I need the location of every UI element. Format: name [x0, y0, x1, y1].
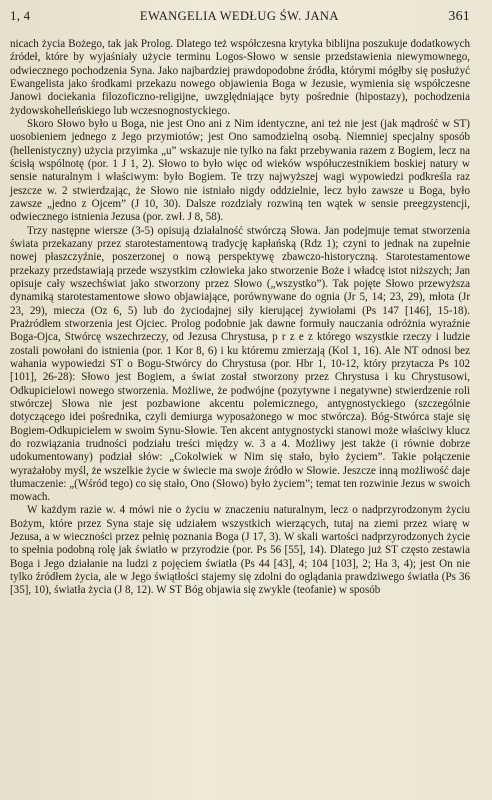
commentary-body: [10, 38, 470, 598]
running-header: [10, 4, 470, 24]
running-title: EWANGELIA WEDŁUG ŚW. JANA: [139, 9, 339, 23]
chapter-reference: 1, 4: [10, 8, 31, 23]
paragraph: Skoro Słowo było u Boga, nie jest Ono ani z Nim identyczne, ani też nie jest (jak mądrość w ST) uosobieniem jednego z Jego przymiotów; jest Ono samodzielną osobą. Niemniej specjalny sposób (hellenistyczny) użycia przyimka „u” wskazuje nie tylko na fakt przebywania razem z Bogiem, lecz na ścisłą wspólnotę (por. 1 J 1, 2). Słowo to było więc od wieków współuczestnikiem boskiej natury w sensie naturalnym i właściwym: było Bogiem. Te trzy najwyższej wagi wypowiedzi podkreśla raz jeszcze w. 2 stwierdzając, że Słowo nie istniało nigdy oddzielnie, lecz było zawsze u Boga, było zawsze „jedno z Ojcem” (J 10, 30). Dalsze rozdziały rozwiną ten wątek w sensie preegzystencji, odwiecznego istnienia Jezusa (por. zwł. J 8, 58).: [10, 117, 470, 224]
page-number: 361: [448, 9, 470, 24]
paragraph-continued: nicach życia Bożego, tak jak Prolog. Dlatego też współczesna krytyka biblijna poszukuje dodatkowych źródeł, które by wyjaśniały użycie terminu Logos-Słowo w sensie przedstawienia niewymownego, odwiecznego pochodzenia Syna. Jako najbardziej prawdopodobne źródła, którymi mógłby się posłużyć Ewangelista jako środkami przekazu nowego objawienia Boga w Jezusie, wymienia się współczesne Janowi dociekania filozoficzno-religijne, uwzględniające byty pośrednie (hipostazy), pochodzenia żydowskohelleńskiego lub wczesnognostyckiego.: [10, 38, 470, 117]
paragraph: Trzy następne wiersze (3-5) opisują działalność stwórczą Słowa. Jan podejmuje temat stworzenia świata przekazany przez starotestamentową tradycję kapłańską (Rdz 1); czyni to jednak na zupełnie nowej płaszczyźnie, poszerzonej o nową perspektywę zbawczo-historyczną. Starotestamentowe przekazy przedstawiają przede wszystkim człowieka jako stworzenie Boże i władcę istot niższych; Jan opisuje cały wszechświat jako stworzony przez Słowo („wszystko”). Tak pojęte Słowo przewyższa dynamiką starotestamentowe słowo objawiające, porównywane do ognia (Jr 5, 14; 23, 29), młota (Jr 23, 29), miecza (Oz 6, 5) lub do życiodajnej siły kierującej żywiołami (Ps 147 [146], 15-18). Prażródłem stworzenia jest Ojciec. Prolog podobnie jak dawne formuły nauczania odróżnia wyraźnie Boga-Ojca, Stwórcę wszechrzeczy, od Jezusa Chrystusa, p r z e z którego wszystkie rzeczy i ludzie zostali powołani do istnienia (por. 1 Kor 8, 6) i ku któremu zmierzają (Kol 1, 16). Ale NT odnosi bez wahania wypowiedzi ST o Bogu-Stwórcy do Chrystusa (por. Hbr 1, 10-12, który przytacza Ps 102 [101], 26-28): Słowo jest Bogiem, a świat został stworzony przez Chrystusa i ku Chrystusowi, Odkupicielowi nowego stworzenia. Możliwe, że podwójne (pozytywne i negatywne) stwierdzenie roli stwórczej Słowa nie jest pozbawione akcentu polemicznego, antygnostyckiego (szczególnie dotyczącego idei pośrednika, czyli demiurga wyposażonego w moc stwórcza). Bóg-Stwórca staje się Bogiem-Odkupicielem w swoim Synu-Słowie. Ten akcent antygnostycki stanowi może właściwy klucz do rozwiązania trudności podziału treści między w. 3 a 4. Możliwy jest także (i równie dobrze udokumentowany) podział słów: „Cokolwiek w Nim się stało, było życiem”. Takie połączenie wyrażałoby myśl, że wszelkie życie w świecie ma swoje źródło w Słowie. Jeszcze inną możliwość daje tłumaczenie: „(Wśród tego) co się stało, Ono (Słowo) było życiem”; temat ten rozwinie Jezus w swoich mowach.: [10, 224, 470, 504]
paragraph: W każdym razie w. 4 mówi nie o życiu w znaczeniu naturalnym, lecz o nadprzyrodzonym życiu Bożym, które przez Syna staje się udziałem wszystkich wierzących, tutaj na ziemi przez wiarę w Jezusa, a w wieczności przez pełnię poznania Boga (J 17, 3). W skali wartości nadprzyrodzonych życie to spełnia podobną rolę jak światło w przyrodzie (por. Ps 56 [55], 14). Dlatego już ST często zestawia Boga i Jego działanie na ludzi z pojęciem światła (Ps 44 [43], 4; 104 [103], 2; Ha 3, 4); jest On nie tylko źródłem życia, ale w Jego świątłości stajemy się zdolni do oglądania prawdziwego światła (Ps 36 [35], 10), światła życia (J 8, 12). W ST Bóg objawia się zwykle (teofanie) w sposób: [10, 504, 470, 597]
